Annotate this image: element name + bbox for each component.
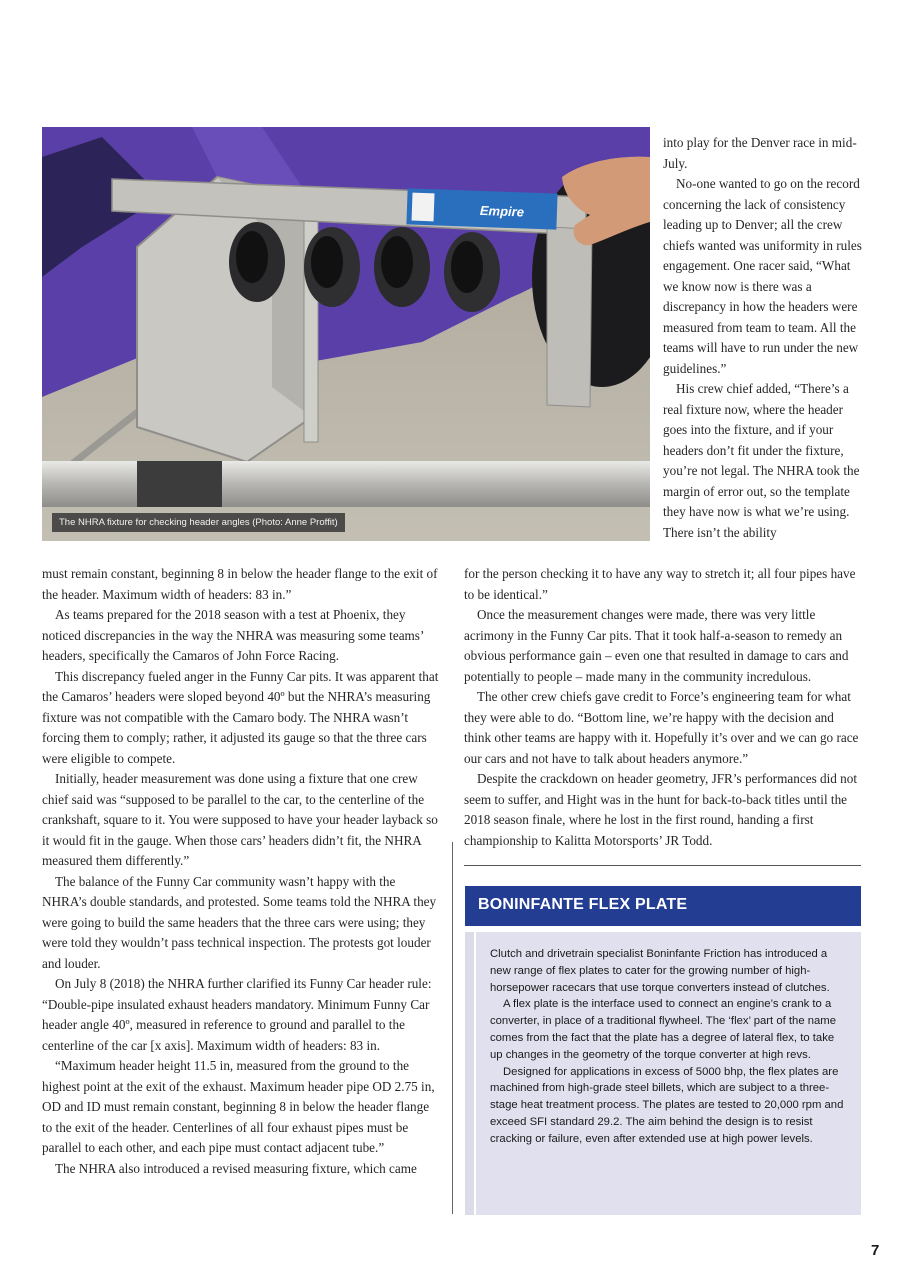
sidebar-title: BONINFANTE FLEX PLATE: [465, 886, 861, 926]
paragraph: into play for the Denver race in mid-July.: [663, 135, 857, 171]
paragraph: The other crew chiefs gave credit to Force’s engineering team for what they were able to do. “Bottom line, we’re happy with the decision and think other teams are happy with it. Hopefully it’s over and we can go race our cars and not have to talk about headers anymore.”: [464, 689, 859, 766]
sidebar-paragraph: Clutch and drivetrain specialist Boninfante Friction has introduced a new range of flex plates to cater for the growing number of high-horsepower racecars that use torque converters instead of clutches.: [490, 948, 830, 994]
sidebar-paragraph: A flex plate is the interface used to connect an engine’s crank to a converter, in place of a traditional flywheel. The ‘flex’ part of the name comes from the fact that the plate has a degree of lateral flex, to take up changes in the geometry of the torque converter at high revs.: [490, 998, 837, 1061]
paragraph: Despite the crackdown on header geometry, JFR’s performances did not seem to suffer, and Hight was in the hunt for back-to-back titles until the 2018 season finale, where he lost in the first round, handing a first championship to Kalitta Motorsports’ JR Todd.: [464, 771, 858, 848]
paragraph: Initially, header measurement was done using a fixture that one crew chief said was “supposed to be parallel to the car, to the centerline of the crankshaft, square to it. You were supposed to have your header layback so it would fit in the gauge. When those cars’ headers didn’t fit, the NHRA measured them differently.”: [42, 771, 438, 868]
paragraph: His crew chief added, “There’s a real fixture now, where the header goes into the fixture, and if your headers don’t fit under the fixture, you’re not legal. The NHRA took the margin of error out, so the template they have now is what we’re using. There isn’t the ability: [663, 381, 860, 540]
header-fixture-illustration: [42, 127, 650, 541]
sidebar-accent-bar: [465, 932, 474, 1215]
page-number: 7: [871, 1242, 880, 1259]
sidebar-body: [476, 932, 861, 1215]
paragraph: As teams prepared for the 2018 season with a test at Phoenix, they noticed discrepancies in the way the NHRA was measuring some teams’ headers, specifically the Camaros of John Force Racing.: [42, 607, 424, 663]
column-divider: [452, 842, 453, 1214]
right-column: [464, 564, 862, 851]
label-brand-text: Empire: [479, 202, 525, 220]
paragraph: for the person checking it to have any way to stretch it; all four pipes have to be identical.”: [464, 566, 856, 602]
side-column: [663, 133, 863, 543]
bottom-pipe: [42, 461, 650, 507]
paragraph: Once the measurement changes were made, there was very little acrimony in the Funny Car pits. That it took half-a-season to remedy an obvious performance gain – even one that resulted in damage to cars and potentially to people – made many in the community incredulous.: [464, 607, 849, 684]
paragraph: This discrepancy fueled anger in the Funny Car pits. It was apparent that the Camaros’ headers were sloped beyond 40º but the NHRA’s measuring fixture was not compatible with the Camaro body. The NHRA wasn’t forcing them to comply; rather, it adjusted its gauge so that the three cars were eligible to compete.: [42, 668, 439, 766]
paragraph: The NHRA also introduced a revised measuring fixture, which came: [55, 1160, 417, 1176]
pipe-sleeve: [137, 461, 222, 507]
paragraph: On July 8 (2018) the NHRA further clarified its Funny Car header rule: “Double-pipe insulated exhaust headers mandatory. Minimum Funny Car header angle 40º, measured in reference to ground and parallel to the centerline of the car [x axis]. Maximum width of headers: 83 in.: [42, 976, 432, 1053]
article-photo: [42, 127, 650, 541]
sidebar-paragraph: Designed for applications in excess of 5000 bhp, the flex plates are machined from high-grade steel billets, which are subject to a three-stage heat treatment process. The plates are tested to 20,000 rpm and exceed SFI standard 29.2. The aim behind the design is to resist cracking or failure, even after extended use at high power levels.: [490, 1065, 844, 1145]
paragraph: “Maximum header height 11.5 in, measured from the ground to the highest point at the exit of the exhaust. Maximum header pipe OD 2.75 in, OD and ID must remain constant, beginning 8 in below the header flange to the exit of the header. Centerlines of all four exhaust pipes must be parallel to each other, and each pipe must contact adjacent tube.”: [42, 1058, 435, 1155]
left-column: [42, 564, 442, 1179]
paragraph: must remain constant, beginning 8 in below the header flange to the exit of the header. Maximum width of headers: 83 in.”: [42, 566, 438, 602]
section-divider: [464, 865, 861, 866]
label-barcode: [412, 193, 435, 222]
paragraph: No-one wanted to go on the record concerning the lack of consistency leading up to Denver; all the crew chiefs wanted was uniformity in rules engagement. One racer said, “What we know now is there was a discrepancy in how the headers were measured from team to team. All the teams will have to run under the new guidelines.”: [663, 176, 862, 376]
paragraph: The balance of the Funny Car community wasn’t happy with the NHRA’s double standards, and protested. Some teams told the NHRA they were going to build the same headers that the three cars were using; they were told they wouldn’t pass technical inspection. The protests got louder and louder.: [42, 873, 437, 971]
square-leg: [547, 227, 592, 407]
photo-caption: The NHRA fixture for checking header angles (Photo: Anne Proffit): [52, 513, 345, 532]
